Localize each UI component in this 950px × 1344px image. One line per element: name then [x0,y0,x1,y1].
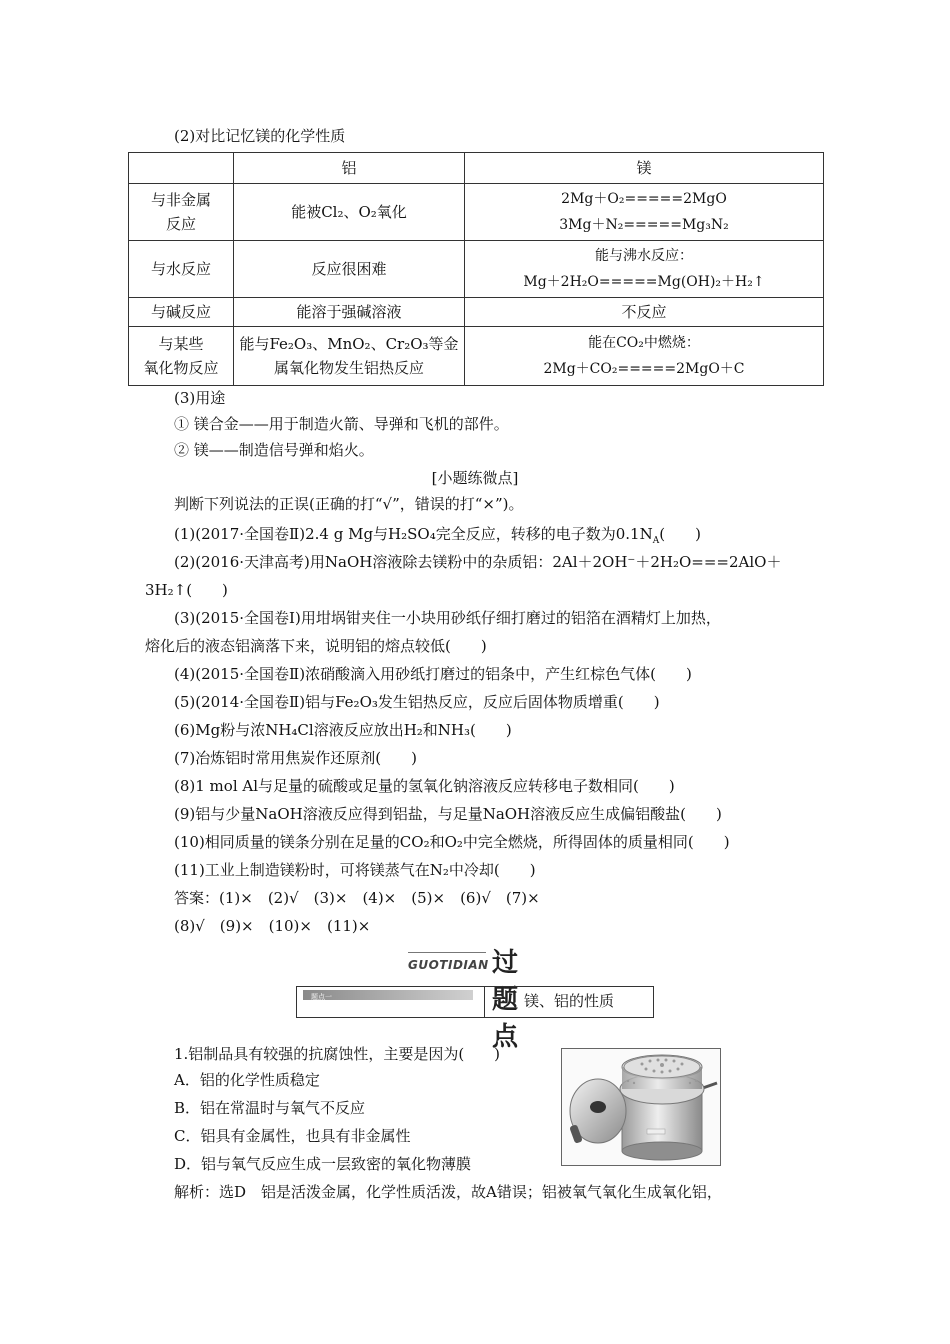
al-cell-line: 属氧化物发生铝热反应 [273,359,424,377]
answer-line: 答案：(1)× (2)√ (3)× (4)× (5)× (6)√ (7)× [174,889,540,907]
analysis-text: 解析：选D 铝是活泼金属，化学性质活泼，故A错误；铝被氧气氧化生成氧化铝， [174,1183,722,1201]
option-a: A．铝的化学性质稳定 [174,1071,320,1089]
uses-item: ② 镁——制造信号弹和焰火。 [174,441,374,459]
topic-title: 镁、铝的性质 [523,992,614,1010]
mg-cell [465,327,824,386]
row-label: 与碱反应 [129,298,234,327]
row-label-line: 氧化物反应 [143,359,219,377]
table-row [129,327,824,386]
equation-line: 2Mg＋CO₂=====2MgO＋C [543,361,745,377]
uses-item: ① 镁合金——用于制造火箭、导弹和飞机的部件。 [174,415,509,433]
option-b: B．铝在常温时与氧气不反应 [174,1099,366,1117]
question-item: (4)(2015·全国卷Ⅱ)浓硝酸滴入用砂纸打磨过的铝条中，产生红棕色气体( ) [174,665,692,683]
question-item: (10)相同质量的镁条分别在足量的CO₂和O₂中完全燃烧，所得固体的质量相同( ) [174,833,730,851]
banner-rule [408,952,486,953]
subscript: A [652,536,660,546]
table-header-al: 铝 [234,153,465,184]
option-d: D．铝与氧气反应生成一层致密的氧化物薄膜 [174,1155,472,1173]
practice-instruction: 判断下列说法的正误(正确的打“√”，错误的打“×”)。 [174,495,524,513]
banner-title: 过题点 [492,948,521,1052]
al-cell: 反应很困难 [234,241,465,298]
topic-tag-label: 题点一 [311,993,332,1001]
section-title-mg-properties: (2)对比记忆镁的化学性质 [174,127,346,145]
answer-blank: ( ) [659,525,701,543]
question-item: (7)冶炼铝时常用焦炭作还原剂( ) [174,749,417,767]
banner-latin-text: GUOTIDIAN [408,958,489,972]
steamer-pot-illustration [562,1049,720,1165]
table-row [129,184,824,241]
row-label-line: 与某些 [158,335,204,353]
question-item [174,524,701,551]
al-cell: 能溶于强碱溶液 [234,298,465,327]
table-row [129,298,824,327]
table-header-mg: 镁 [465,153,824,184]
option-c: C．铝具有金属性，也具有非金属性 [174,1127,411,1145]
table-header-row [129,153,824,184]
row-label: 与水反应 [129,241,234,298]
mg-cell-line: 能在CO₂中燃烧： [588,335,700,351]
question-item: (8)1 mol Al与足量的硫酸或足量的氢氧化钠溶液反应转移电子数相同( ) [174,777,675,795]
steamer-pot-image [561,1048,721,1166]
mg-cell [465,241,824,298]
practice-heading: [小题练微点] [431,469,519,487]
al-cell: 能被Cl₂、O₂氧化 [234,184,465,241]
answer-line: (8)√ (9)× (10)× (11)× [174,917,371,935]
row-label-line: 与非金属 [150,191,211,209]
uses-title: (3)用途 [174,389,226,407]
question-text: (1)(2017·全国卷Ⅱ)2.4 g Mg与H₂SO₄完全反应，转移的电子数为0.1N [174,525,653,543]
question-item: (5)(2014·全国卷Ⅱ)铝与Fe₂O₃发生铝热反应，反应后固体物质增重( ) [174,693,660,711]
row-label [129,327,234,386]
question-item: (2)(2016·天津高考)用NaOH溶液除去镁粉中的杂质铝：2Al＋2OH⁻＋2H₂O===2AlO＋ [174,553,782,571]
topic-tag [303,990,473,1000]
question-item: (3)(2015·全国卷Ⅰ)用坩埚钳夹住一小块用砂纸仔细打磨过的铝箔在酒精灯上加热， [174,609,721,627]
question-item-continued: 3H₂↑( ) [145,581,228,599]
mg-cell-line: 能与沸水反应： [595,248,693,264]
table-row [129,241,824,298]
equation-line: 3Mg＋N₂=====Mg₃N₂ [559,217,729,233]
comparison-table [128,152,824,386]
al-cell [234,327,465,386]
row-label [129,184,234,241]
mg-cell [465,184,824,241]
al-cell-line: 能与Fe₂O₃、MnO₂、Cr₂O₃等金 [239,335,459,353]
question-item: (11)工业上制造镁粉时，可将镁蒸气在N₂中冷却( ) [174,861,536,879]
question-stem: 1.铝制品具有较强的抗腐蚀性，主要是因为( ) [174,1045,501,1063]
topic-box [296,986,654,1018]
question-item: (9)铝与少量NaOH溶液反应得到铝盐，与足量NaOH溶液反应生成偏铝酸盐( ) [174,805,722,823]
mg-cell: 不反应 [465,298,824,327]
row-label-line: 反应 [165,215,196,233]
question-item-continued: 熔化后的液态铝滴落下来，说明铝的熔点较低( ) [145,637,487,655]
table-header-empty [129,153,234,184]
equation-line: 2Mg＋O₂=====2MgO [561,191,727,207]
question-item: (6)Mg粉与浓NH₄Cl溶液反应放出H₂和NH₃( ) [174,721,512,739]
equation-line: Mg＋2H₂O=====Mg(OH)₂＋H₂↑ [523,274,765,290]
